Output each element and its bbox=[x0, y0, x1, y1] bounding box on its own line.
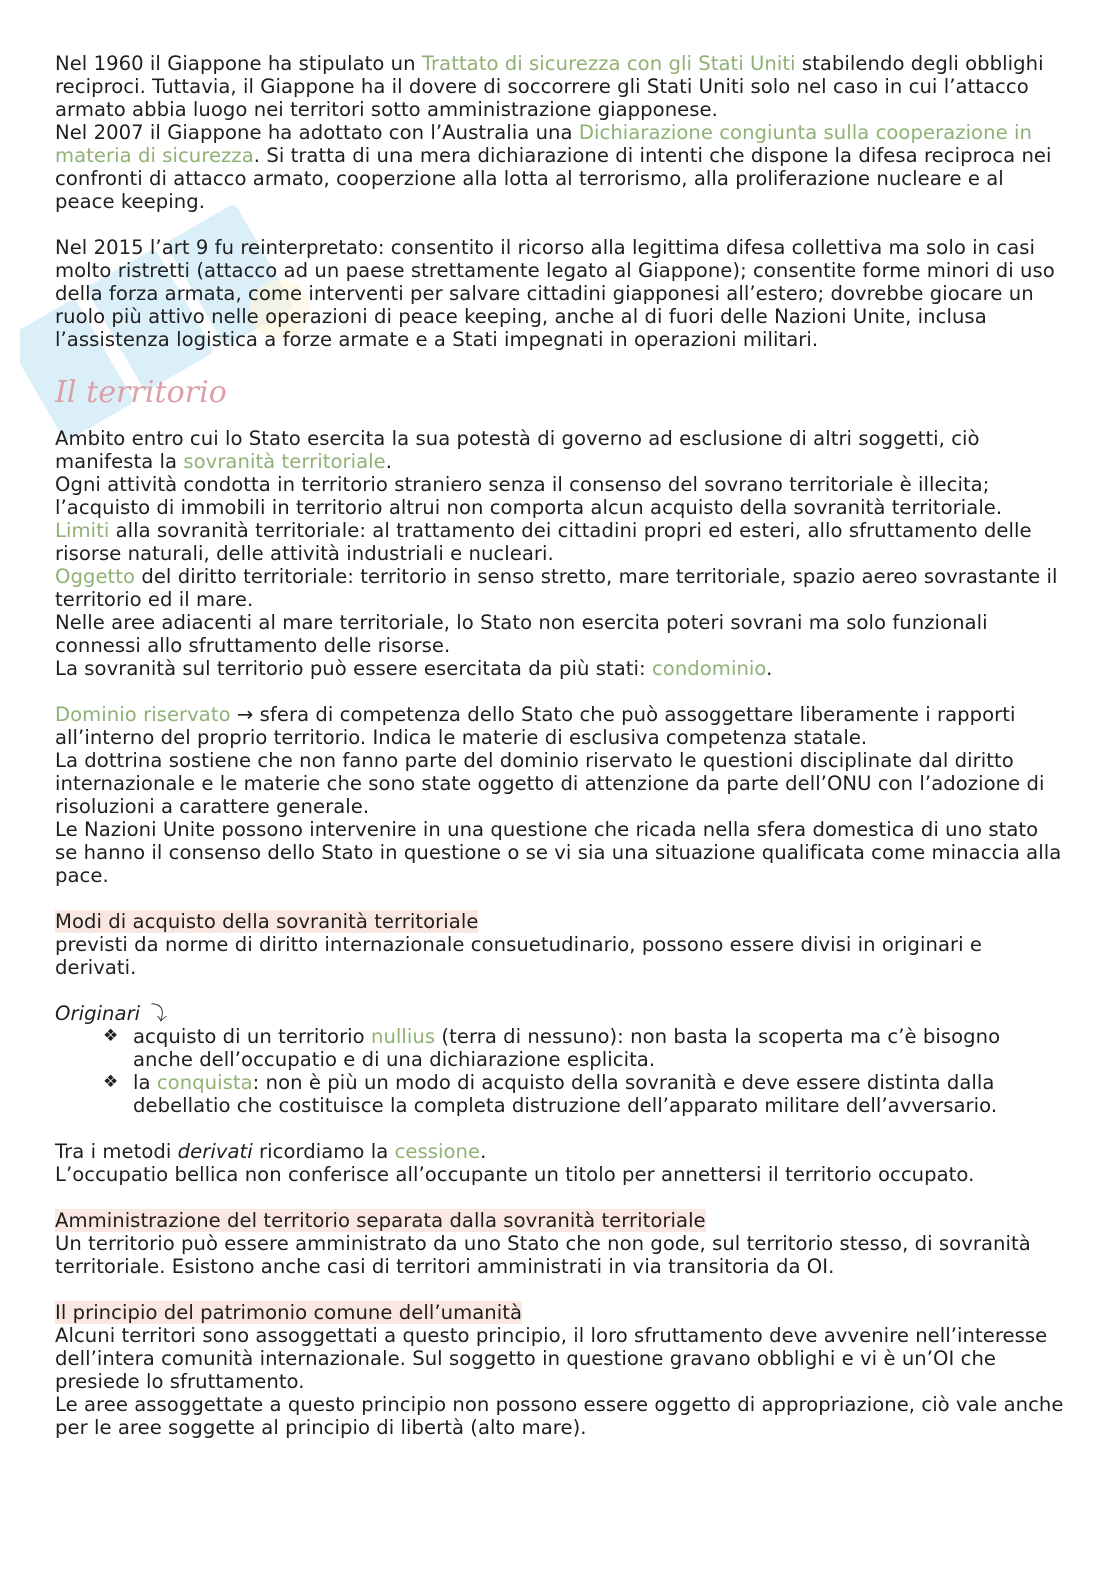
term-cessione: cessione bbox=[394, 1140, 481, 1163]
paragraph-dottrina: La dottrina sostiene che non fanno parte del dominio riservato le questioni disciplinate dal diritto internazionale e le materie che sono state oggetto di attenzione da parte dell’ONU con l’adozione di risoluzioni a carattere generale. bbox=[55, 749, 1045, 818]
bullet-icon: ❖ bbox=[103, 1072, 119, 1092]
paragraph-art9: Nel 2015 l’art 9 fu reinterpretato: consentito il ricorso alla legittima difesa collettiva ma solo in casi molto ristretti (attacco ad un paese strettamente legato al Giappone); consentite forme minori di uso della forza armata, come interventi per salvare cittadini giapponesi all’estero; dovrebbe giocare un ruolo più attivo nelle operazioni di peace keeping, anche al di fuori delle Nazioni Unite, inclusa l’assistenza logistica a forze armate e a Stati impegnati in operazioni militari. bbox=[55, 236, 1055, 351]
term-trattato: Trattato di sicurezza con gli Stati Uniti bbox=[421, 52, 796, 75]
paragraph-attivita: Ogni attività condotta in territorio straniero senza il consenso del sovrano territoriale è illecita; l’acquisto di immobili in territorio altrui non comporta alcun acquisto della sovranità territoriale. bbox=[55, 473, 1003, 519]
paragraph-ambito: Ambito entro cui lo Stato esercita la sua potestà di governo ad esclusione di altri soggetti, ciò manifesta la sovranità territoriale. bbox=[55, 427, 980, 473]
paragraph-derivati: Tra i metodi derivati ricordiamo la cessione. bbox=[55, 1140, 487, 1163]
term-derivati: derivati bbox=[177, 1140, 253, 1163]
paragraph-limiti: Limiti alla sovranità territoriale: al trattamento dei cittadini propri ed esteri, allo sfruttamento delle risorse naturali, delle attività industriali e nucleari. bbox=[55, 519, 1032, 565]
term-sovranita: sovranità territoriale bbox=[183, 450, 386, 473]
section-title: Il territorio bbox=[55, 375, 227, 410]
term-condominio: condominio bbox=[651, 657, 767, 680]
label-originari: Originari ⤵ bbox=[55, 1002, 167, 1025]
paragraph-trattato-usa: Nel 1960 il Giappone ha stipulato un Trattato di sicurezza con gli Stati Uniti stabilendo degli obblighi reciproci. Tuttavia, il Giappone ha il dovere di soccorrere gli Stati Uniti solo nel caso in cui l’attacco armato abbia luogo nei territori sotto amministrazione giapponese. bbox=[55, 52, 1044, 121]
paragraph-dominio-riservato: Dominio riservato → sfera di competenza dello Stato che può assoggettare liberamente i rapporti all’interno del proprio territorio. Indica le materie di esclusiva competenza statale. bbox=[55, 703, 1016, 749]
term-conquista: conquista bbox=[156, 1071, 253, 1094]
term-dichiarazione: Dichiarazione congiunta sulla cooperazione in materia di sicurezza bbox=[55, 121, 1032, 167]
heading-modi-acquisto: Modi di acquisto della sovranità territoriale bbox=[55, 910, 479, 933]
term-nullius: nullius bbox=[371, 1025, 436, 1048]
heading-amministrazione: Amministrazione del territorio separata dalla sovranità territoriale bbox=[55, 1209, 706, 1232]
list-item: ❖ la conquista: non è più un modo di acquisto della sovranità e deve essere distinta dalla debellatio che costituisce la completa distruzione dell’apparato militare dell’avversario. bbox=[103, 1071, 998, 1117]
term-oggetto: Oggetto bbox=[55, 565, 136, 588]
paragraph-aree-assoggettate: Le aree assoggettate a questo principio non possono essere oggetto di appropriazione, ciò vale anche per le aree soggette al principio di libertà (alto mare). bbox=[55, 1393, 1064, 1439]
term-dominio-riservato: Dominio riservato bbox=[55, 703, 231, 726]
paragraph-oggetto: Oggetto del diritto territoriale: territorio in senso stretto, mare territoriale, spazio aereo sovrastante il territorio ed il mare. bbox=[55, 565, 1058, 611]
paragraph-aree-adiacenti: Nelle aree adiacenti al mare territoriale, lo Stato non esercita poteri sovrani ma solo funzionali connessi allo sfruttamento delle risorse. bbox=[55, 611, 988, 657]
paragraph-alcuni-territori: Alcuni territori sono assoggettati a questo principio, il loro sfruttamento deve avvenire nell’interesse dell’intera comunità internazionale. Sul soggetto in questione gravano obblighi e vi è un’OI che presiede lo sfruttamento. bbox=[55, 1324, 1048, 1393]
term-limiti: Limiti bbox=[55, 519, 110, 542]
heading-patrimonio: Il principio del patrimonio comune dell’umanità bbox=[55, 1301, 523, 1324]
paragraph-amministrato: Un territorio può essere amministrato da uno Stato che non gode, sul territorio stesso, di sovranità territoriale. Esistono anche casi di territori amministrati in via transitoria da OI. bbox=[55, 1232, 1031, 1278]
document-page bbox=[55, 52, 1065, 1439]
bullet-icon: ❖ bbox=[103, 1026, 119, 1046]
paragraph-condominio: La sovranità sul territorio può essere esercitata da più stati: condominio. bbox=[55, 657, 773, 680]
paragraph-previsti: previsti da norme di diritto internazionale consuetudinario, possono essere divisi in originari e derivati. bbox=[55, 933, 982, 979]
paragraph-occupatio: L’occupatio bellica non conferisce all’occupante un titolo per annettersi il territorio occupato. bbox=[55, 1163, 975, 1186]
list-item: ❖ acquisto di un territorio nullius (terra di nessuno): non basta la scoperta ma c’è bisogno anche dell’occupatio e di una dichiarazione esplicita. bbox=[103, 1025, 1001, 1071]
paragraph-nazioni-unite: Le Nazioni Unite possono intervenire in una questione che ricada nella sfera domestica di uno stato se hanno il consenso dello Stato in questione o se vi sia una situazione qualificata come minaccia alla pace. bbox=[55, 818, 1062, 887]
paragraph-australia: Nel 2007 il Giappone ha adottato con l’Australia una Dichiarazione congiunta sulla cooperazione in materia di sicurezza. Si tratta di una mera dichiarazione di intenti che dispone la difesa reciproca nei confronti di attacco armato, cooperzione alla lotta al terrorismo, alla proliferazione nucleare e al peace keeping. bbox=[55, 121, 1052, 213]
originari-list bbox=[55, 1025, 1065, 1117]
